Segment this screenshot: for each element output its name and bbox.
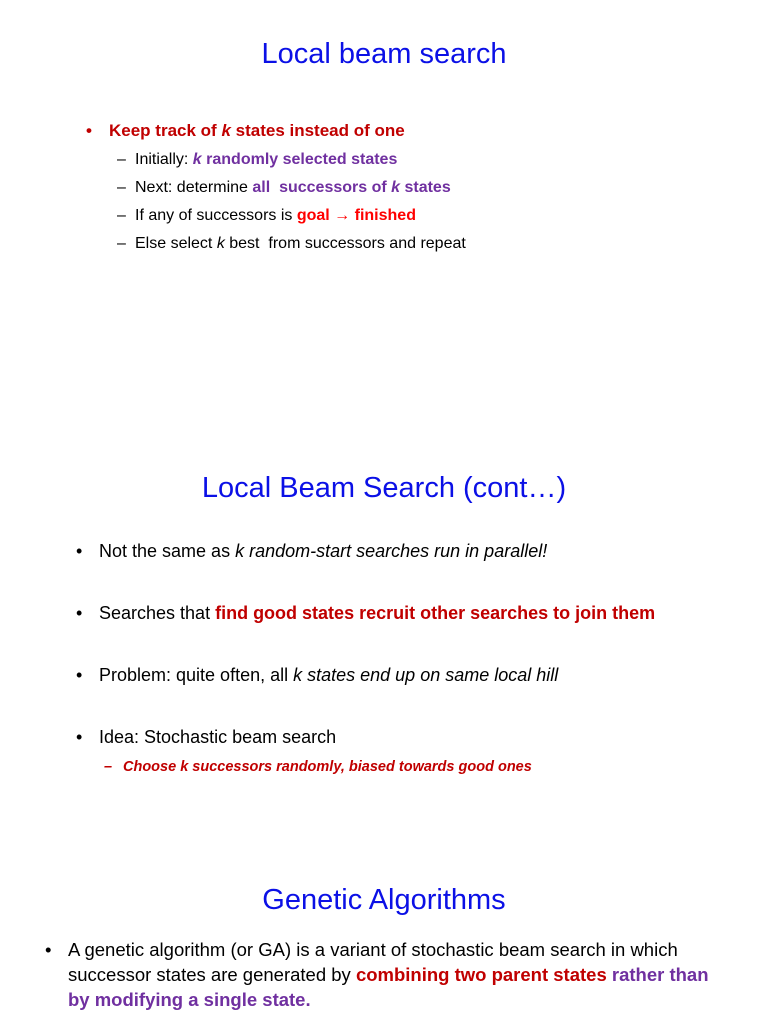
- item3-pre: Problem: quite often, all: [99, 665, 294, 685]
- sub4-k: k: [216, 235, 225, 252]
- item2-pre: Searches that: [99, 603, 216, 623]
- slide-title-local-beam-search: Local beam search: [261, 38, 507, 70]
- sub-point-goal: [117, 205, 416, 227]
- sub-pre: Choose: [123, 759, 181, 775]
- sub2-k: k: [391, 179, 401, 196]
- sub3-hl: goal → finished: [296, 207, 416, 224]
- bullet: •: [76, 727, 83, 747]
- sub2-hl2: states: [400, 179, 451, 196]
- dash: –: [117, 207, 126, 224]
- item1-pre: Not the same as: [99, 541, 236, 561]
- main-bullet-point: [86, 120, 405, 142]
- main-point-post: states instead of one: [230, 121, 405, 140]
- sub3-pre: If any of successors is: [135, 207, 297, 224]
- bullet: •: [45, 939, 52, 960]
- bullet-item-problem: [76, 664, 558, 686]
- item1-it: k random-start searches run in parallel!: [235, 541, 548, 561]
- bullet: •: [76, 603, 83, 623]
- body-hl1: combining two parent states: [355, 964, 607, 985]
- dash: –: [117, 151, 126, 168]
- body-pre: A genetic algorithm (or GA) is a variant of stochastic beam search in which successor states are generated by: [68, 939, 678, 985]
- slide-title-local-beam-search-cont: Local Beam Search (cont…): [201, 472, 567, 504]
- sub-point-choose: [104, 756, 532, 778]
- dash: –: [104, 759, 113, 775]
- bullet-item-searches: [76, 602, 655, 624]
- sub-point-initially: [117, 149, 397, 171]
- main-point-k: k: [221, 121, 231, 140]
- ga-definition-text: [68, 937, 735, 1012]
- sub4-pre: Else select: [135, 235, 217, 252]
- bullet-item-idea: [76, 726, 336, 748]
- sub1-pre: Initially:: [135, 151, 193, 168]
- dash: –: [117, 235, 126, 252]
- item2-hl: find good states recruit other searches to join them: [215, 603, 656, 623]
- sub4-post: best from successors and repeat: [224, 235, 466, 252]
- sub-point-next: [117, 177, 451, 199]
- item4-text: Idea: Stochastic beam search: [99, 727, 337, 747]
- sub1-k: k: [192, 151, 202, 168]
- bullet: •: [76, 665, 83, 685]
- bullet: •: [76, 541, 83, 561]
- dash: –: [117, 179, 126, 196]
- sub2-hl1: all successors of: [252, 179, 392, 196]
- item3-it: k states end up on same local hill: [293, 665, 559, 685]
- bullet-item-not-same: [76, 540, 547, 562]
- sub-point-else: [117, 233, 466, 255]
- ga-definition-bullet: [45, 937, 735, 1012]
- main-point-pre: Keep track of: [109, 121, 222, 140]
- sub-post: k successors randomly, biased towards good ones: [180, 759, 532, 775]
- sub2-pre: Next: determine: [135, 179, 253, 196]
- bullet: •: [86, 121, 92, 140]
- body-hl2: rather than by modifying a single state.: [68, 964, 709, 1010]
- slide-title-genetic-algorithms: Genetic Algorithms: [262, 884, 506, 916]
- sub1-post: randomly selected states: [201, 151, 398, 168]
